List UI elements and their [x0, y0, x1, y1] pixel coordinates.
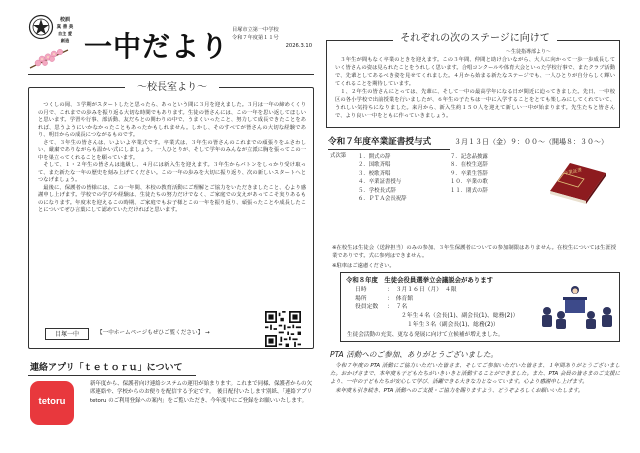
council-heading: 令和８年度 生徒会役員選挙立会議説会があります — [346, 276, 493, 284]
website-link-text[interactable]: 【一中ホームページもぜひご覧ください】 → — [97, 330, 210, 336]
council-detail: １年生３名（副会長(1)、総務(2)） — [407, 321, 499, 328]
order-label: 式次第 — [330, 153, 347, 159]
order-item: １．開式の辞 — [358, 154, 391, 160]
graduation-date: ３月１３日（金）９：００～（開場８：３０～） — [454, 138, 608, 146]
order-item: ４．卒業証書授与 — [358, 179, 402, 186]
principal-paragraph: 最後に、保護者の皆様には、この一年間、本校の教育活動にご理解とご協力をいただきましたこと、心より感謝申し上げます。学校での学びや経験は、生徒たちの努力だけでなく、ご家庭での支えがあってこそ実りあるものになります。年度末を迎えるこの時期、ご家庭でもお子様とこの一年を振り返り、頑張ったことや成長したことについてぜひ言葉にして認めていただければと思います。 — [38, 184, 306, 214]
principal-heading: ～校長室より～ — [125, 81, 219, 95]
council-row — [355, 286, 535, 295]
order-item: ６．ＰＴＡ会長祝辞 — [358, 196, 407, 203]
council-detail: ２年生４名（会長(1)、副会長(1)、総務(2)） — [401, 313, 519, 320]
council-row — [355, 303, 535, 312]
order-item: ７．記念品披露 — [450, 154, 488, 160]
council-row — [355, 295, 535, 304]
pta-paragraph: 来年度も引き続き、PTA 活動へのご支援・ご協力を賜りますよう、どうぞよろしくお願いいたします。 — [335, 387, 584, 394]
newsletter-title: 一中だより — [84, 30, 230, 63]
next-stage-paragraph: １、２年生の皆さんにとっては、先輩に、そして一中の最高学年になる日が間近に迫ってきました。先日、一中校区の各小学校で出前授業を行いましたが、６年生の子たちは一中に入学することをとても楽しみにしてくれていて、うれしい気持ちになりました。来月から、新入生約１５０人を迎えて新しい一中が始まります。先生たちと皆さんで、より良い一中をともに作っていきましょう。 — [335, 88, 615, 119]
principal-paragraph: つくしの岡、３学期がスタートしたと思ったら、あっという間に３月を迎えました。３月は一年の締めくくりの月で、これまでの歩みを振り返る大切な時間でもあります。生徒の皆さんには、この一年を思い返してほしいと思います。学習や行事、部活動、友だちとの関わりの中で、うまくいったこと、努力して成長できたことをあれば、思うようにいかなかったこともあったかもしれません。しかし、そのすべてが皆さんの大切な経験であり、明日からの成長につながるものです。 — [38, 102, 306, 139]
school-emblem-icon — [28, 14, 54, 40]
council-footer: 生徒会活動の充実、更なる発展に向けて立候補が増えました。 — [347, 332, 504, 338]
next-stage-heading: それぞれの次のステージに向けて — [393, 32, 557, 46]
school-motto — [56, 16, 74, 45]
council-label: 場所 — [355, 295, 367, 302]
motto-line: 自主 愛 創造 — [57, 31, 73, 43]
council-value: ： ３月１６日（月） ４限 — [387, 287, 457, 293]
qr-code-icon[interactable] — [265, 311, 301, 347]
council-value: ： 体育館 — [387, 295, 414, 302]
next-stage-sub: ～生徒指導部より～ — [505, 49, 551, 55]
council-label: 日時 — [355, 287, 367, 293]
diploma-book-label: 卒業証書 — [563, 168, 583, 177]
motto-line: 校訓 — [59, 17, 70, 23]
website-link-row[interactable] — [45, 328, 255, 342]
issue-date: 2026.3.10 — [285, 43, 312, 50]
graduation-note-2: ※駐車はご遠慮ください。 — [332, 263, 395, 269]
principal-message-box — [28, 82, 314, 349]
tetoru-logo-text: tetoru — [38, 396, 66, 407]
order-list-right — [450, 153, 530, 195]
principal-body — [38, 102, 306, 215]
tetoru-logo — [30, 381, 74, 425]
council-value: ： ７名 — [387, 304, 408, 311]
council-meeting-box — [340, 272, 620, 342]
tetoru-heading: 連絡アプリ「ｔｅｔｏｒｕ」について — [30, 363, 183, 373]
order-item: ５．学校長式辞 — [358, 187, 396, 194]
order-list-left — [358, 153, 448, 204]
students-at-podium-icon — [537, 281, 617, 329]
order-item: ８．在校生送辞 — [450, 162, 488, 169]
graduation-heading-underline — [328, 149, 450, 150]
council-label: 役員定数 — [355, 304, 379, 311]
diploma-book-icon — [546, 155, 610, 205]
issue-number: 令和７年度第１１号 — [232, 35, 279, 42]
next-stage-paragraph: ３年生が間もなく卒業のときを迎えます。この３年間、仲間と助け合いながら、大人に向かって一歩一歩成長していく皆さんの姿は見られたことをうれしく思います。合唱コンクールや体育大会といった学校行事で、またクラブ活動で、先輩としてあるべき姿を見せてくれました。４月から始まる新たなステージでも、一人ひとりが自分らしく輝いてくれることを期待しています。 — [335, 57, 615, 87]
next-stage-body — [335, 57, 615, 121]
graduation-note: ※在校生は生徒会（送辞担当）のみの参加、３年生保護者についての参加制限はありません。在校生については生涯授業でありです。式に参列はできません。 — [332, 245, 616, 259]
order-item: １０．卒業の歌 — [450, 179, 488, 186]
graduation-section — [326, 137, 620, 267]
masthead — [26, 10, 316, 72]
issue-info — [232, 26, 318, 50]
next-stage-box — [326, 33, 620, 128]
order-item: ３．校歌斉唱 — [358, 170, 391, 177]
pta-body — [330, 362, 620, 395]
pta-paragraph: 令和７年度の PTA 活動にご協力いただいた皆さま、そしてご参加いただいた皆さま、１年間ありがとうございました。おかげさまで、本年度も子どもたちがいきいきと活動することができました。また、PTA 会員の皆さまのご支援により、一中の子どもたちが安心して学び、活躍できる大きな力となっています。心より感謝申し上げます。 — [330, 363, 620, 386]
council-details — [355, 286, 535, 329]
order-item: ９．卒業生答辞 — [450, 170, 488, 177]
website-label-box[interactable]: 目塚一中 — [45, 328, 89, 340]
order-item: ２．国歌斉唱 — [358, 162, 391, 169]
principal-paragraph: さて、３年生の皆さんは、いよいよ卒業式です。卒業式は、３年生の皆さんのこれまでの頑張りをふさわしい、厳粛でありながらも温かい式にしましょう。一人ひとりが、そして学年のみんなが立派に胸を張ってこの一中を巣立ってくれることを願っています。 — [38, 139, 306, 161]
tetoru-heading-underline — [28, 375, 196, 376]
school-name: 目塚市立第一中学校 — [232, 27, 279, 33]
principal-paragraph: そして、１・２年生の皆さんは進級し、４月には新入生を迎えます。３年生からバトンをしっかり受け取って、また新たな一年の歴史を刻み上げてください。この一年の歩みを大切に振り返り、次の新しいスタートへとつなげましょう。 — [38, 162, 306, 184]
motto-line: 真 善 美 — [56, 25, 74, 30]
graduation-heading: 令和７年度卒業証書授与式 — [328, 137, 432, 147]
pta-heading: PTA 活動へのご参加、ありがとうございました。 — [330, 350, 499, 359]
cherry-blossom-icon — [28, 44, 70, 70]
masthead-divider — [28, 74, 314, 75]
order-item: １１．閉式の辞 — [450, 187, 488, 194]
tetoru-body: 新年度から、保護者向け連絡システムの運用が始まります。これまで同様、保護者からの欠席連絡や、学校からのお便りを配信する予定です。 後日配付いたします別紙、「連絡アプリ tetoru のご利用登録への案内」をご覧いただき、今年度中にご登録をお願いいたします。 — [90, 381, 312, 404]
